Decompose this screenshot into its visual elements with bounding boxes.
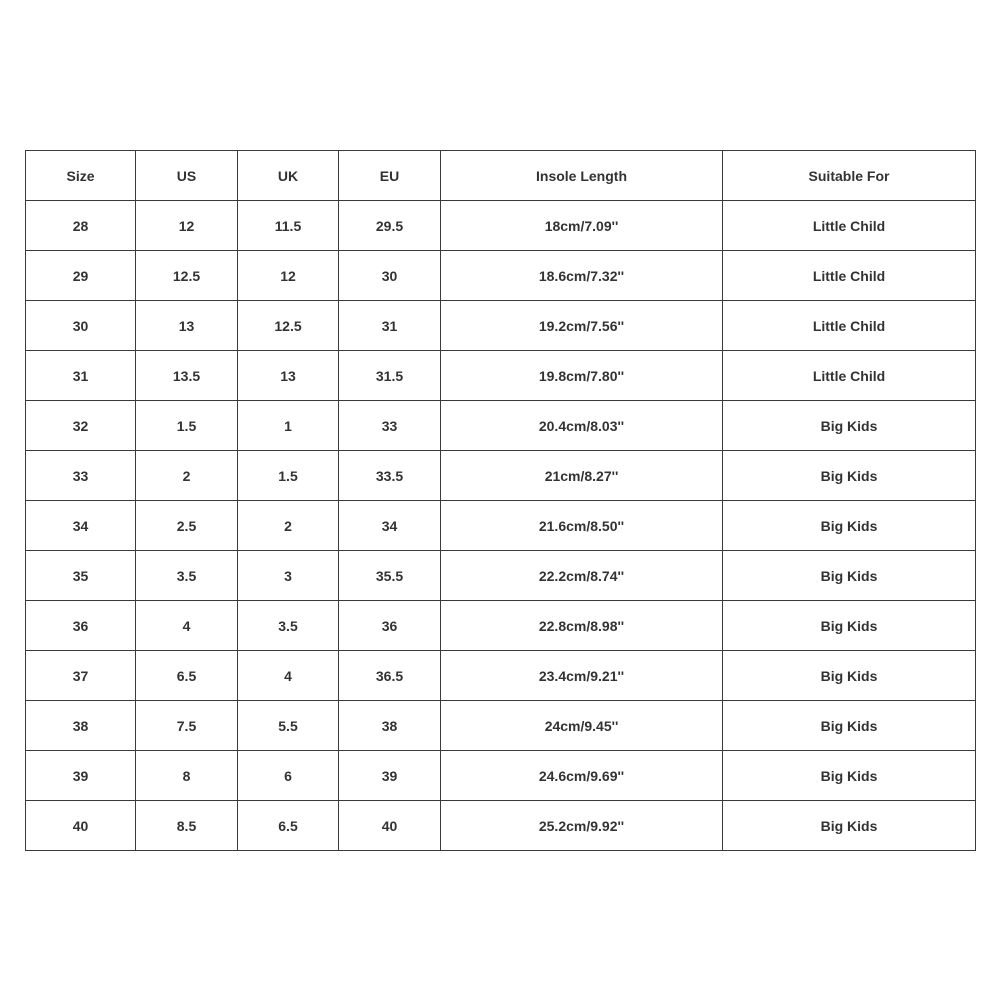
- insole-length-cell: 23.4cm/9.21'': [441, 651, 723, 701]
- table-row: [26, 301, 976, 351]
- insole-length-cell: 24.6cm/9.69'': [441, 751, 723, 801]
- us-cell: 1.5: [136, 401, 238, 451]
- suitable-for-cell: Big Kids: [723, 401, 976, 451]
- header-insole-length: Insole Length: [441, 151, 723, 201]
- size-cell: 39: [26, 751, 136, 801]
- insole-length-cell: 24cm/9.45'': [441, 701, 723, 751]
- table-header-row: [26, 151, 976, 201]
- eu-cell: 33.5: [339, 451, 441, 501]
- size-cell: 37: [26, 651, 136, 701]
- insole-length-cell: 18.6cm/7.32'': [441, 251, 723, 301]
- suitable-for-cell: Big Kids: [723, 801, 976, 851]
- eu-cell: 29.5: [339, 201, 441, 251]
- uk-cell: 6: [238, 751, 339, 801]
- size-cell: 35: [26, 551, 136, 601]
- eu-cell: 34: [339, 501, 441, 551]
- uk-cell: 3: [238, 551, 339, 601]
- us-cell: 2: [136, 451, 238, 501]
- eu-cell: 30: [339, 251, 441, 301]
- uk-cell: 12.5: [238, 301, 339, 351]
- eu-cell: 38: [339, 701, 441, 751]
- table-row: [26, 501, 976, 551]
- table-row: [26, 551, 976, 601]
- insole-length-cell: 21cm/8.27'': [441, 451, 723, 501]
- us-cell: 3.5: [136, 551, 238, 601]
- table-row: [26, 451, 976, 501]
- header-us: US: [136, 151, 238, 201]
- suitable-for-cell: Big Kids: [723, 551, 976, 601]
- insole-length-cell: 19.8cm/7.80'': [441, 351, 723, 401]
- size-cell: 29: [26, 251, 136, 301]
- suitable-for-cell: Little Child: [723, 251, 976, 301]
- table-row: [26, 801, 976, 851]
- insole-length-cell: 20.4cm/8.03'': [441, 401, 723, 451]
- size-cell: 36: [26, 601, 136, 651]
- uk-cell: 2: [238, 501, 339, 551]
- suitable-for-cell: Little Child: [723, 301, 976, 351]
- table-row: [26, 701, 976, 751]
- header-uk: UK: [238, 151, 339, 201]
- uk-cell: 11.5: [238, 201, 339, 251]
- insole-length-cell: 21.6cm/8.50'': [441, 501, 723, 551]
- suitable-for-cell: Big Kids: [723, 501, 976, 551]
- suitable-for-cell: Little Child: [723, 351, 976, 401]
- us-cell: 2.5: [136, 501, 238, 551]
- table-row: [26, 751, 976, 801]
- uk-cell: 13: [238, 351, 339, 401]
- suitable-for-cell: Little Child: [723, 201, 976, 251]
- suitable-for-cell: Big Kids: [723, 751, 976, 801]
- uk-cell: 6.5: [238, 801, 339, 851]
- table-body: [26, 201, 976, 851]
- eu-cell: 40: [339, 801, 441, 851]
- suitable-for-cell: Big Kids: [723, 701, 976, 751]
- suitable-for-cell: Big Kids: [723, 601, 976, 651]
- size-cell: 33: [26, 451, 136, 501]
- insole-length-cell: 18cm/7.09'': [441, 201, 723, 251]
- size-cell: 32: [26, 401, 136, 451]
- us-cell: 4: [136, 601, 238, 651]
- insole-length-cell: 22.8cm/8.98'': [441, 601, 723, 651]
- eu-cell: 31.5: [339, 351, 441, 401]
- suitable-for-cell: Big Kids: [723, 451, 976, 501]
- header-eu: EU: [339, 151, 441, 201]
- eu-cell: 35.5: [339, 551, 441, 601]
- table-row: [26, 351, 976, 401]
- us-cell: 6.5: [136, 651, 238, 701]
- us-cell: 12.5: [136, 251, 238, 301]
- us-cell: 13: [136, 301, 238, 351]
- eu-cell: 33: [339, 401, 441, 451]
- uk-cell: 3.5: [238, 601, 339, 651]
- size-cell: 34: [26, 501, 136, 551]
- table-row: [26, 601, 976, 651]
- us-cell: 8.5: [136, 801, 238, 851]
- insole-length-cell: 19.2cm/7.56'': [441, 301, 723, 351]
- us-cell: 8: [136, 751, 238, 801]
- size-cell: 31: [26, 351, 136, 401]
- table-row: [26, 201, 976, 251]
- size-cell: 28: [26, 201, 136, 251]
- eu-cell: 36: [339, 601, 441, 651]
- size-chart-table: [25, 150, 976, 851]
- eu-cell: 39: [339, 751, 441, 801]
- header-size: Size: [26, 151, 136, 201]
- insole-length-cell: 25.2cm/9.92'': [441, 801, 723, 851]
- suitable-for-cell: Big Kids: [723, 651, 976, 701]
- table-row: [26, 401, 976, 451]
- uk-cell: 4: [238, 651, 339, 701]
- size-cell: 30: [26, 301, 136, 351]
- table-row: [26, 651, 976, 701]
- uk-cell: 12: [238, 251, 339, 301]
- us-cell: 7.5: [136, 701, 238, 751]
- insole-length-cell: 22.2cm/8.74'': [441, 551, 723, 601]
- table-row: [26, 251, 976, 301]
- uk-cell: 1: [238, 401, 339, 451]
- eu-cell: 31: [339, 301, 441, 351]
- header-suitable-for: Suitable For: [723, 151, 976, 201]
- uk-cell: 5.5: [238, 701, 339, 751]
- us-cell: 13.5: [136, 351, 238, 401]
- uk-cell: 1.5: [238, 451, 339, 501]
- us-cell: 12: [136, 201, 238, 251]
- size-cell: 40: [26, 801, 136, 851]
- size-cell: 38: [26, 701, 136, 751]
- eu-cell: 36.5: [339, 651, 441, 701]
